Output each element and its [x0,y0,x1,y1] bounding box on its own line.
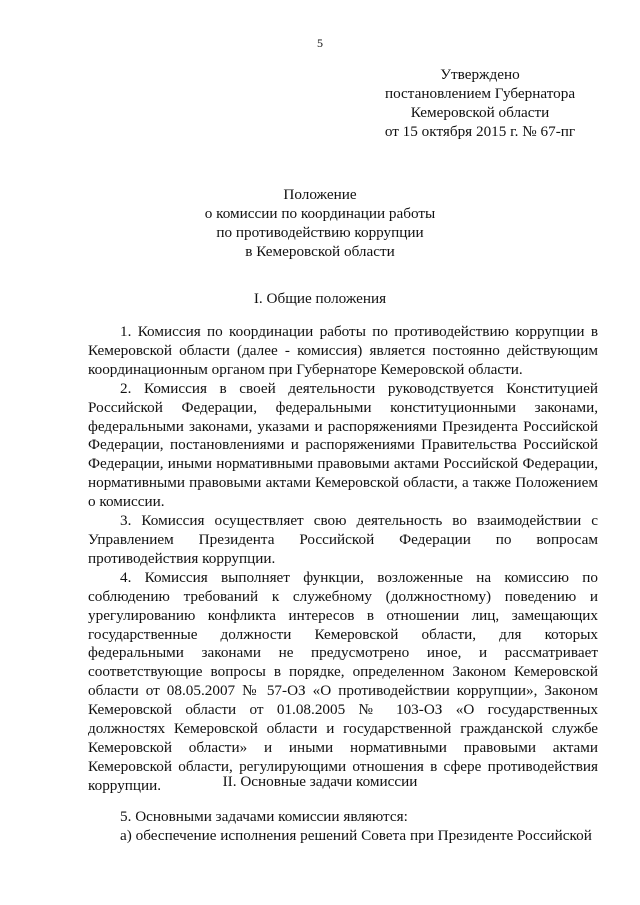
section-heading-general: I. Общие положения [253,290,387,307]
page-number: 5 [317,36,323,50]
approval-line: от 15 октября 2015 г. № 67-пг [384,123,576,140]
title-line: по противодействию коррупции [216,224,424,241]
list-item: а) обеспечение исполнения решений Совета при Президенте Российской [120,826,592,844]
section-general-body [88,323,598,796]
document-title [0,185,640,261]
list-intro: 5. Основными задачами комиссии являются: [120,808,408,825]
paragraph: 1. Комиссия по координации работы по противодействию коррупции в Кемеровской области (далее - комиссия) является постоянно действующим координационным органом при Губернаторе Кемеровской области. [88,323,598,378]
title-line: о комиссии по координации работы [204,205,436,222]
title-line: в Кемеровской области [245,243,395,260]
approval-line: Кемеровской области [410,104,550,121]
paragraph: 3. Комиссия осуществляет свою деятельность во взаимодействии с Управлением Президента Российской Федерации по вопросам противодействия коррупции. [88,512,598,567]
approval-line: постановлением Губернатора [384,85,576,102]
approval-block [360,65,600,141]
section-tasks-body [120,808,600,846]
section-heading-tasks: II. Основные задачи комиссии [222,773,418,790]
approval-line: Утверждено [440,66,520,83]
paragraph: 2. Комиссия в своей деятельности руководствуется Конституцией Российской Федерации, федеральными конституционными законами, федеральными законами, указами и распоряжениями Президента Российской Федерации, постановлениями и распоряжениями Правительства Российской Федерации, иными нормативными правовыми актами Российской Федерации, нормативными правовыми актами Кемеровской области, а также Положением о комиссии. [88,379,598,511]
paragraph: 4. Комиссия выполняет функции, возложенные на комиссию по соблюдению требований к служебному (должностному) поведению и урегулированию конфликта интересов в отношении лиц, замещающих государственные должности Кемеровской области, для которых федеральными законами не предусмотрено иное, и рассматривает соответствующие вопросы в порядке, определенном Законом Кемеровской области от 08.05.2007 № 57-ОЗ «О противодействии коррупции», Законом Кемеровской области от 01.08.2005 № 103-ОЗ «О государственных должностях Кемеровской области и государственной гражданской службе Кемеровской области» и иными нормативными правовыми актами Кемеровской области, регулирующими отношения в сфере противодействия коррупции. [88,568,598,794]
title-line: Положение [283,186,357,203]
